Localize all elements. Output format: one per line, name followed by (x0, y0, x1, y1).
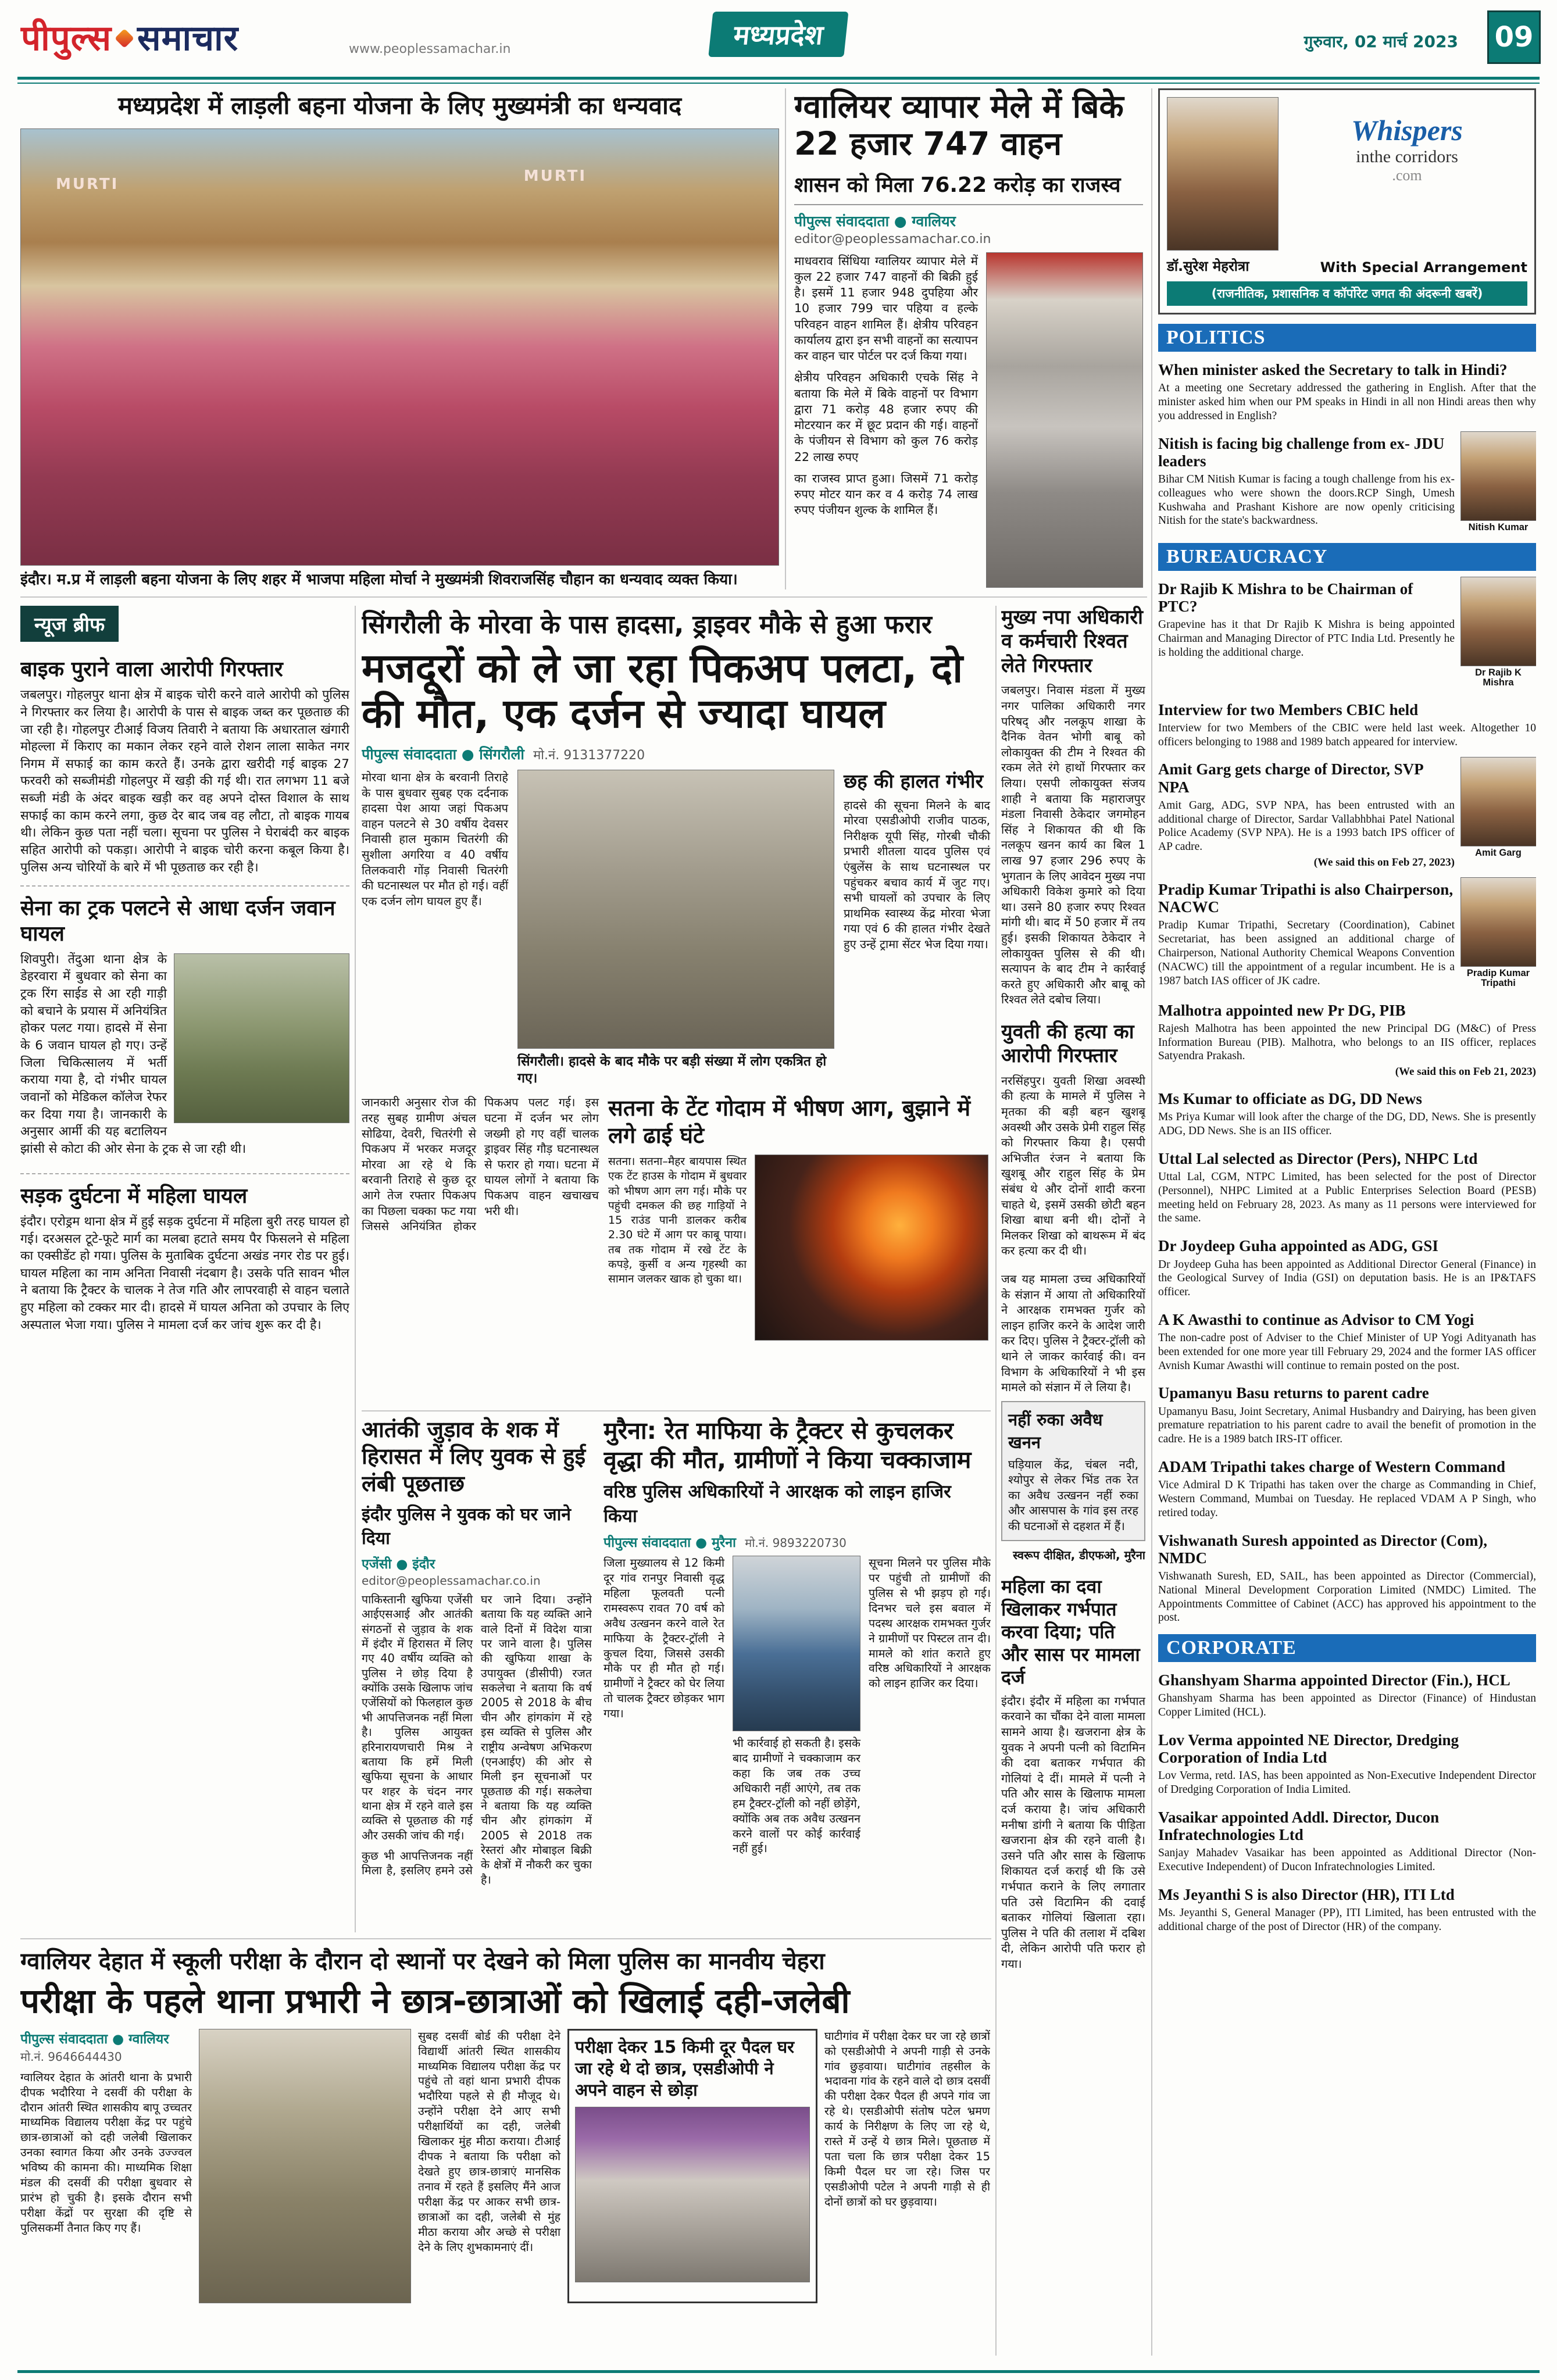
gwalior-body-3: का राजस्व प्राप्त हुआ। जिसमें 71 करोड़ रुपए मोटर यान कर व 4 करोड़ 74 लाख रुपए पंजीयन शुल्क के शामिल हैं। (794, 471, 978, 517)
logo-flame-icon (115, 28, 134, 48)
whispers-person-name: डॉ.सुरेश मेहरोत्रा (1167, 258, 1249, 274)
bureaucracy-item-body: Ms Priya Kumar will look after the charge of the DG, DD, News. She is presently ADG, DD News. She is an IIS officer. (1158, 1111, 1536, 1138)
politics-item-body: At a meeting one Secretary addressed the gathering in English. After that the minister asked him when our PM speaks in Hindi in all non Hindi areas then why you addressed in English? (1158, 382, 1536, 422)
army-truck-photo (174, 953, 349, 1123)
singrauli-photo-block (517, 770, 834, 1087)
edition-ribbon: मध्यप्रदेश (708, 12, 849, 57)
photo-caption: Pradip Kumar Tripathi (1466, 967, 1530, 989)
bureaucracy-item (1158, 756, 1536, 869)
morena-phone: मो.नं. 9893220730 (745, 1536, 847, 1550)
gwalior-headline: ग्वालियर व्यापार मेले में बिके 22 हजार 747 वाहन (794, 88, 1124, 162)
row-divider (20, 596, 1147, 598)
municipal-body: जबलपुर। निवास मंडला में मुख्य नगर पालिका अधिकारी नगर परिषद् और नलकूप शाखा के दैनिक वेतन भोगी बाबू को लोकायुक्त की टीम ने रिश्वत की रकम लेते रंगे हाथों गिरफ्तार कर लिया। एसपी लोकायुक्त संजय शाही ने बताया कि महाराजपुर मंडला निवासी ठेकेदार जगमोहन सिंह ने शिकायत की थी कि नलकूप खनन कार्य का बिल 1 लाख 97 हजार 296 रुपए के भुगतान के लिए आवेदन मुख्य नपा अधिकारी विकेश कुमारे को दिया था। उसने 80 हजार रुपए रिश्वत मांगी थी। बाद में 50 हजार में तय हुई। इसकी शिकायत ठेकेदार ने लोकायुक्त पुलिस से की थी। सत्यापन के बाद टीम ने कार्रवाई करते हुए अधिकारी और बाबू को रिश्वत लेते दबोच लिया। (1001, 683, 1145, 1007)
bureaucracy-item (1158, 997, 1536, 1079)
bureaucracy-item (1158, 1085, 1536, 1138)
ladli-bahna-photo (20, 128, 779, 566)
whispers-box (1158, 88, 1536, 315)
bureaucracy-item-title: Pradip Kumar Tripathi is also Chairperson, NACWC (1158, 880, 1454, 916)
bureaucracy-item-body: Vice Admiral D K Tripathi has taken over the charge as Commanding in Chief, Western Command, Mumbai on Tuesday. He replaced VDAM A P Singh, who retired today. (1158, 1479, 1536, 1519)
singrauli-crowd-photo (517, 770, 834, 1049)
satna-body: सतना। सतना–मैहर बायपास स्थित एक टेंट हाउस के गोदाम में बुधवार को भीषण आग लग गई। मौके पर पहुंची दमकल की छह गाड़ियों ने 15 राउंड पानी डालकर करीब 2.30 घंटे में आग पर काबू पाया। तब तक गोदाम में रखे टेंट के कपड़े, कुर्सी व अन्य गृहस्थी का सामान जलकर खाक हो चुका था। (608, 1155, 747, 1286)
bureaucracy-item (1158, 696, 1536, 749)
article-municipal-bribe (1001, 606, 1145, 1007)
singrauli-strap: सिंगरौली के मोरवा के पास हादसा, ड्राइवर मौके से हुआ फरार (362, 610, 932, 639)
illegal-mining-box-title: नहीं रुका अवैध खनन (1008, 1409, 1103, 1452)
whispers-brand (1287, 97, 1527, 251)
section-header-bureaucracy: BUREAUCRACY (1158, 543, 1536, 571)
politics-item-title: Nitish is facing big challenge from ex- JDU leaders (1158, 434, 1445, 470)
whispers-brand-line1: Whispers (1351, 114, 1463, 146)
morena-body-3: भी कार्रवाई हो सकती है। इसके बाद ग्रामीणों ने चक्काजाम कर कहा कि जब तक उच्च अधिकारी नहीं आएंगे, तब तक हम ट्रैक्टर-ट्रॉली को नहीं छोड़ेंगे, क्योंकि अब तक अवैध उत्खनन करने वालों पर कोई कार्रवाई नहीं हुई। (733, 1736, 860, 1856)
article-abortion-case (1001, 1575, 1145, 1972)
bureaucracy-item-title: A K Awasthi to continue as Advisor to CM Yogi (1158, 1310, 1474, 1328)
satna-headline: सतना के टेंट गोदाम में भीषण आग, बुझाने में लगे ढाई घंटे (608, 1095, 971, 1148)
article-singrauli-accident (362, 606, 991, 1407)
footer-rule (17, 2370, 1540, 2373)
rajib-mishra-photo (1460, 577, 1536, 666)
logo-word2: समाचार (137, 18, 239, 59)
satna-fire-photo (755, 1155, 988, 1341)
right-rail (1158, 88, 1536, 2363)
morena-spillover (1001, 1271, 1145, 1563)
politics-item (1158, 430, 1536, 534)
photo-caption: Amit Garg (1475, 848, 1522, 859)
politics-item (1158, 356, 1536, 423)
bureaucracy-item-title: Amit Garg gets charge of Director, SVP NPA (1158, 760, 1423, 796)
bureaucracy-item-title: Ms Kumar to officiate as DG, DD News (1158, 1090, 1422, 1108)
politics-item-body: Bihar CM Nitish Kumar is facing a tough challenge from his ex- colleagues who were shown the doors.RCP Singh, Umesh Kushwaha and Prashant Kishore are now openly criticising Nitish for the state's backwardness. (1158, 473, 1455, 527)
corporate-item (1158, 1804, 1536, 1874)
bureaucracy-item-body: Dr Joydeep Guha has been appointed as Additional Director General (Finance) in the Geological Survey of India (GSI) on deputation basis. He is an IP&TAFS officer. (1158, 1258, 1536, 1299)
divider (20, 885, 349, 887)
whispers-brand-line3: .com (1392, 167, 1422, 184)
amit-garg-photo-block (1460, 757, 1536, 858)
suresh-mehrotra-photo (1167, 97, 1279, 251)
column-divider (995, 606, 997, 2356)
terror-byline: एजेंसी ● इंदौर (362, 1557, 435, 1573)
whispers-brand-line2: inthe corridors (1356, 147, 1458, 166)
corporate-item-title: Lov Verma appointed NE Director, Dredging Corporation of India Ltd (1158, 1731, 1459, 1767)
brief-item-body: जबलपुर। गोहलपुर थाना क्षेत्र में बाइक चोरी करने वाले आरोपी को पुलिस ने गिरफ्तार कर लिया है। आरोपी के पास से बाइक जब्त कर पूछताछ की जा रही है। गोहलपुर टीआई विजय तिवारी ने बताया कि अधारताल खंगारी मोहल्ला में किराए का मकान लेकर रहने वाले रोशन लाला साकेत नगर निगम में सफाई का काम करते हैं। उनके द्वारा खरीदी गई बाइक 27 फरवरी को सब्जीमंडी गोहलपुर में खड़ी की गई थी। रात लगभग 11 बजे सब्जी मंडी के अंदर बाइक खड़ी कर वह अपने दोस्त विशाल के साथ सफाई का काम करने लगा, कुछ देर बाद जब वह लौटा, तो बाइक गायब थी। लेकिन कुछ पता नहीं चला। सूचना पर पुलिस ने घेराबंदी कर बाइक सहित आरोपी को पकड़ा। आरोपी ने बाइक चोरी करना कबूल किया है। पुलिस अन्य चोरियों के बारे में भी पूछताछ कर रही है। (20, 688, 349, 875)
column-divider (785, 88, 786, 589)
corporate-item-title: Vasaikar appointed Addl. Director, Ducon Infratechnologies Ltd (1158, 1809, 1440, 1844)
exam-byline: पीपुल्स संवाददाता ● ग्वालियर (20, 2031, 169, 2047)
corporate-item-title: Ghanshyam Sharma appointed Director (Fin.), HCL (1158, 1671, 1510, 1689)
bureaucracy-item (1158, 1232, 1536, 1299)
corporate-item-body: Ms. Jeyanthi S, General Manager (PP), ITI Limited, has been entrusted with the additional charge of the post of Director (HR) of the company. (1158, 1907, 1536, 1934)
corporate-item (1158, 1881, 1536, 1934)
bureaucracy-item-title: Uttal Lal selected as Director (Pers), NHPC Ltd (1158, 1149, 1478, 1167)
article-morena (603, 1416, 991, 1932)
fair-vehicles-photo (986, 252, 1143, 588)
municipal-headline: मुख्य नपा अधिकारी व कर्मचारी रिश्वत लेते गिरफ्तार (1001, 606, 1143, 677)
news-brief-column (20, 606, 349, 1934)
masthead-logo (21, 13, 238, 60)
gwalior-body-2: क्षेत्रीय परिवहन अधिकारी एचके सिंह ने बताया कि मेले में बिके वाहनों पर विभाग द्वारा 71 करोड़ 48 हजार रुपए की मोटरयान कर में छूट प्रदान की गई। वाहनों के पंजीयन से विभाग को कुल 76 करोड़ 22 लाख रुपए (794, 370, 978, 464)
nitish-kumar-photo-block (1460, 431, 1536, 533)
singrauli-headline: मजदूरों को ले जा रहा पिकअप पलटा, दो की मौत, एक दर्जन से ज्यादा घायल (362, 645, 963, 737)
section-header-corporate: CORPORATE (1158, 1634, 1536, 1662)
singrauli-phone: मो.नं. 9131377220 (533, 748, 645, 763)
exam-strap: ग्वालियर देहात में स्कूली परीक्षा के दौरान दो स्थानों पर देखने को मिला पुलिस का मानवीय चेहरा (20, 1948, 825, 1975)
exam-body-2: सुबह दसवीं बोर्ड की परीक्षा देने विद्यार्थी आंतरी स्थित शासकीय माध्यमिक विद्यालय परीक्षा केंद्र पर पहुंचे तो वहां थाना प्रभारी दीपक भदौरिया पहले से ही मौजूद थे। उन्होंने परीक्षा देने आए सभी परीक्षार्थियों का दही, जलेबी खिलाकर मुंह मीठा कराया। टीआई दीपक ने बताया कि परीक्षा को देखते हुए छात्र-छात्राएं मानसिक तनाव में रहते हैं इसलिए मैंने आज परीक्षा केंद्र पर आकर सभी छात्र-छात्राओं का दही, जलेबी से मुंह मीठा कराया और अच्छे से परीक्षा देने के लिए शुभकामनाएं दीं। (418, 2029, 560, 2254)
divider (20, 1173, 349, 1174)
brief-item-title: बाइक पुराने वाला आरोपी गिरफ्तार (20, 657, 283, 681)
gwalior-subhead: शासन को मिला 76.22 करोड़ का राजस्व (794, 173, 1121, 197)
exam-headline: परीक्षा के पहले थाना प्रभारी ने छात्र-छात्राओं को खिलाई दही-जलेबी (20, 1981, 850, 2021)
bureaucracy-item-title: Dr Joydeep Guha appointed as ADG, GSI (1158, 1237, 1438, 1255)
bureaucracy-item (1158, 1145, 1536, 1225)
bureaucracy-item-body: Upamanyu Basu, Joint Secretary, Animal Husbandry and Dairying, has been given premature repatriation to his parent cadre to avail the benefit of promotion in the cadre. He is a 1989 batch IRS-IT officer. (1158, 1405, 1536, 1446)
morena-byline: पीपुल्स संवाददाता ● मुरैना (603, 1535, 736, 1551)
morena-photo-col (733, 1556, 860, 1862)
bureaucracy-item (1158, 1306, 1536, 1373)
news-brief-label: न्यूज ब्रीफ (20, 606, 119, 642)
whispers-arrangement: With Special Arrangement (1320, 259, 1527, 276)
singrauli-byline: पीपुल्स संवाददाता ● सिंगरौली (362, 745, 524, 763)
article-yuvati-murder (1001, 1020, 1145, 1259)
corporate-item-body: Ghanshyam Sharma has been appointed as Director (Finance) of Hindustan Copper Limited (HCL). (1158, 1692, 1536, 1719)
brief-item-title: सड़क दुर्घटना में महिला घायल (20, 1184, 248, 1208)
masthead-rule (17, 77, 1540, 84)
section-header-politics: POLITICS (1158, 324, 1536, 352)
photo-watermark: MURTI (523, 167, 587, 185)
bureaucracy-item-body: Vishwanath Suresh, ED, SAIL, has been appointed as Director (Commercial), National Mineral Development Corporation Limited (NMDC) Limited. The Appointments Committee of Cabinet (ACC) has approved his appointment to the post. (1158, 1570, 1536, 1624)
singrauli-body-left2: जानकारी अनुसार रोज की तरह सुबह ग्रामीण अंचल सोढिया, देवरी, चितरंगी से पिकअप में भरकर मजदूर मोरवा आ रहे थे कि बरवानी तिराहे से कुछ दूर आगे तेज रफ्तार पिकअप का पिछला चक्का फट गया जिससे अनियंत्रित होकर पिकअप पलट गई। इस घटना में दर्जन भर लोग जख्मी हो गए वहीं चालक ड्राइवर सिंह गौड़ घटनास्थल से फरार हो गया। घटना में घायल लोगों ने बताया कि पिकअप वाहन खचाखच भरी थी। (362, 1095, 599, 1234)
bureaucracy-item-body: Interview for two Members of the CBIC were held last week. Altogether 10 officers belonging to 1988 and 1989 batch appeared for interview. (1158, 721, 1536, 748)
terror-headline: आतंकी जुड़ाव के शक में हिरासत में लिए युवक से हुई लंबी पूछताछ (362, 1417, 586, 1496)
bureaucracy-item (1158, 1527, 1536, 1625)
ladli-headline: मध्यप्रदेश में लाड़ली बहना योजना के लिए मुख्यमंत्री का धन्यवाद (117, 91, 682, 120)
morena-signature: स्वरूप दीक्षित, डीएफओ, मुरैना (1013, 1548, 1145, 1562)
terror-body-2: कुछ भी आपत्तिजनक नहीं मिला है, इसलिए हमने उसे घर जाने दिया। उन्होंने बताया कि यह व्यक्ति आने वाले दिनों में विदेश यात्रा पर जाने वाला है। पुलिस की खुफिया शाखा के उपायुक्त (डीसीपी) रजत सकलेचा ने बताया कि वर्ष 2005 से 2018 के बीच चीन और हांगकांग में रहे इस व्यक्ति से पुलिस और राष्ट्रीय अन्वेषण अभिकरण (एनआईए) की ओर से मिली इन सूचनाओं पर पूछताछ की गई। सकलेचा ने बताया कि यह व्यक्ति चीन और हांगकांग में 2005 से 2018 तक रेस्तरां और मोबाइल बिक्री के क्षेत्रों में नौकरी कर चुका है। (362, 1593, 592, 1886)
exam-col-a (20, 2029, 192, 2303)
brief-item-title: सेना का ट्रक पलटने से आधा दर्जन जवान घायल (20, 896, 335, 946)
morena-spill-body: जब यह मामला उच्च अधिकारियों के संज्ञान में आया तो अधिकारियों ने आरक्षक रामभक्त गुर्जर को लाइन हाजिर करने के आदेश जारी कर दिए। पुलिस ने ट्रैक्टर-ट्रॉली को थाने ले जाकर कार्रवाई की। वन विभाग के अधिकारियों ने भी इस मामले को संज्ञान में ले लिया है। (1001, 1271, 1145, 1395)
morena-body-2: सूचना मिलने पर पुलिस मौके पर पहुंची तो ग्रामीणों की पुलिस से भी झड़प हो गई। दिनभर चले इस बवाल में पदस्थ आरक्षक रामभक्त गुर्जर ने ग्रामीणों पर पिस्टल तान दी। मामले को शांत कराते हुए वरिष्ठ अधिकारियों ने आरक्षक को लाइन हाजिर कर दिया। (869, 1556, 991, 1691)
article-exam-humanity (20, 1944, 990, 2354)
sdop-vehicle-photo (575, 2107, 810, 2282)
corporate-item (1158, 1727, 1536, 1797)
exam-body-3: घाटीगांव में परीक्षा देकर घर जा रहे छात्रों को एसडीओपी ने अपनी गाड़ी से उनके गांव छुड़वाया। घाटीगांव तहसील के भदावना गांव के रहने वाले दो छात्र दसवीं की परीक्षा देकर पैदल ही अपने गांव जा रहे थे। एसडीओपी संतोष पटेल भ्रमण कार्य के निरीक्षण के लिए जा रहे थे, रास्ते में उन्हें ये छात्र मिले। पूछताछ में पता चला कि छात्र परीक्षा देकर 15 किमी पैदल घर जा रहे। जिस पर एसडीओपी पटेल ने अपनी गाड़ी से ही दोनों छात्रों को घर छुड़वाया। (824, 2029, 990, 2209)
row-divider (20, 1938, 991, 1939)
terror-body-1: पाकिस्तानी खुफिया एजेंसी आईएसआई और आतंकी संगठनों से जुड़ाव के शक में इंदौर में हिरासत में लिए गए 40 वर्षीय व्यक्ति को पुलिस ने छोड़ दिया है क्योंकि उसके खिलाफ जांच एजेंसियों को फिलहाल कुछ भी आपत्तिजनक नहीं मिला है। पुलिस आयुक्त हरिनारायणचारी मिश्र ने बताया कि हमें मिली खुफिया सूचना के आधार पर शहर के चंदन नगर थाना क्षेत्र में रहने वाले इस व्यक्ति से पूछताछ की गई और उसकी जांच की गई। (362, 1593, 473, 1842)
terror-body-columns (362, 1592, 592, 1887)
bureaucracy-item-title: Malhotra appointed new Pr DG, PIB (1158, 1001, 1406, 1019)
morena-headline: मुरैना: रेत माफिया के ट्रैक्टर से कुचलकर वृद्धा की मौत, ग्रामीणों ने किया चक्काजाम (603, 1417, 972, 1474)
whispers-tagline: (राजनीतिक, प्रशासनिक व कॉर्पोरेट जगत की अंदरूनी खबरें) (1167, 281, 1527, 306)
editor-note: (We said this on Feb 27, 2023) (1313, 856, 1455, 869)
bureaucracy-item (1158, 1453, 1536, 1520)
morena-subhead: वरिष्ठ पुलिस अधिकारियों ने आरक्षक को लाइन हाजिर किया (603, 1481, 951, 1527)
illegal-mining-box (1001, 1401, 1145, 1541)
jalebi-feeding-photo (199, 2029, 411, 2303)
singrauli-continuation (362, 1095, 599, 1341)
yuvati-headline: युवती की हत्या का आरोपी गिरफ्तार (1001, 1020, 1134, 1068)
article-ladli-bahna (20, 88, 779, 597)
illegal-mining-box-body: घड़ियाल केंद्र, चंबल नदी, श्योपुर से लेकर भिंड तक रेत का अवैध उत्खनन नहीं रुका और आसपास के गांव इस तरह की घटनाओं से दहशत में हैं। (1008, 1457, 1138, 1534)
rajib-mishra-photo-block (1460, 577, 1536, 688)
brief-item-body: शिवपुरी। तेंदुआ थाना क्षेत्र के डेहरवारा में बुधवार को सेना का ट्रक रिंग साईड से आ रही गाड़ी को बचाने के प्रयास में अनियंत्रित होकर पलट गया। हादसे में सेना के 6 जवान घायल हो गए। उन्हें जिला चिकित्सालय में भर्ती कराया गया है, दो गंभीर घायल जवानों को मेडिकल कॉलेज रेफर कर दिया गया है। जानकारी के अनुसार आर्मी की यह बटालियन झांसी से कोटा की ओर सेना के ट्रक से जा रही थी। (20, 952, 247, 1156)
politics-item-title: When minister asked the Secretary to talk in Hindi? (1158, 361, 1508, 378)
gwalior-email: editor@peoplessamachar.co.in (794, 231, 991, 246)
bureaucracy-item-title: Interview for two Members CBIC held (1158, 701, 1419, 719)
singrauli-col-left (362, 770, 508, 1087)
bureaucracy-item-body: Rajesh Malhotra has been appointed the new Principal DG (M&C) of Press Information Bureau (PIB). Malhotra, who belongs to an IIS officer, replaces Satyendra Prakash. (1158, 1022, 1536, 1063)
tractor-photo (733, 1556, 860, 1731)
photo-caption: Dr Rajib K Mishra (1475, 667, 1522, 688)
bureaucracy-item-body: Grapevine has it that Dr Rajib K Mishra is being appointed Chairman and Managing Director of PTC India Ltd. Presently he is holding the additional charge. (1158, 619, 1455, 659)
bureaucracy-item-title: Upamanyu Basu returns to parent cadre (1158, 1384, 1429, 1402)
bureaucracy-item-body: The non-cadre post of Adviser to the Chief Minister of UP Yogi Adityanath has been extended for one more year till February 29, 2024 and the former IAS officer Avnish Kumar Awasthi will continue to remain posted on the post. (1158, 1332, 1536, 1372)
singrauli-col-right (844, 770, 990, 1087)
photo-watermark: MURTI (56, 176, 119, 193)
masthead-website: www.peoplessamachar.in (349, 42, 511, 56)
nitish-kumar-photo (1460, 431, 1536, 521)
ladli-photo-caption: इंदौर। म.प्र में लाड़ली बहना योजना के लिए शहर में भाजपा महिला मोर्चा ने मुख्यमंत्री शिवराजसिंह चौहान का धन्यवाद व्यक्त किया। (20, 571, 738, 588)
article-terror-suspect (362, 1416, 592, 1932)
bureaucracy-item (1158, 576, 1536, 689)
bureaucracy-item-body: Uttal Lal, CGM, NTPC Limited, has been selected for the post of Director (Personnel), NHPC Limited at a Public Enterprises Selection Board (PESB) meeting held on February 28, 2023. As many as 11 persons were interviewed for the same. (1158, 1171, 1536, 1225)
bureaucracy-item-title: ADAM Tripathi takes charge of Western Command (1158, 1458, 1505, 1475)
exam-col-c (824, 2029, 990, 2303)
brief-item-body: इंदौर। एरोड्रम थाना क्षेत्र में हुई सड़क दुर्घटना में महिला बुरी तरह घायल हो गई। दरअसल टूटे-फूटे मार्ग का मलबा हटाते समय पैर फिसलने से महिला का एक्सीडेंट हो गया। पुलिस के मुताबिक दुर्घटना अखंड नगर रोड पर हुई। घायल महिला का नाम अनिता निवासी नंदबाग है। उसके पति सावन भील ने बताया कि ट्रैक्टर के चालक ने तेज गति और लापरवाही से वाहन चलाते हुए महिला को टक्कर मार दी। हादसे में घायल अनिता को उपचार के लिए अस्पताल भेजा गया। पुलिस ने मामला दर्ज कर जांच शुरू कर दी है। (20, 1214, 349, 1332)
corporate-item-body: Sanjay Mahadev Vasaikar has been appointed as Additional Director (Non-Executive Independent) of Ducon Infratechnologies Limited. (1158, 1847, 1536, 1874)
sdop-box (567, 2029, 817, 2303)
sdop-box-title: परीक्षा देकर 15 किमी दूर पैदल घर जा रहे थे दो छात्र, एसडीओपी ने अपने वाहन से छोड़ा (575, 2036, 795, 2100)
exam-col-b (418, 2029, 560, 2303)
row-divider (362, 1410, 991, 1411)
singrauli-subhead: छह की हालत गंभीर (844, 769, 984, 792)
bureaucracy-item (1158, 876, 1536, 990)
terror-email: editor@peoplessamachar.co.in (362, 1574, 541, 1588)
singrauli-sub-body: हादसे की सूचना मिलने के बाद मोरवा एसडीओपी राजीव पाठक, निरीक्षक यूपी सिंह, गोरबी चौकी प्रभारी शीतला यादव पुलिस एवं एंबुलेंस के साथ घटनास्थल पर पहुंचकर बचाव कार्य में जुट गए। सभी घायलों को उपचार के लिए प्राथमिक स्वास्थ्य केंद्र मोरवा भेजा गया एवं 6 की हालत गंभीर देखते हुए उन्हें ट्रामा सेंटर भेज दिया गया। (844, 798, 990, 951)
morena-body-1: जिला मुख्यालय से 12 किमी दूर गांव रानपुर निवासी वृद्ध महिला फूलवती पत्नी रामस्वरूप रावत 70 वर्ष को अवैध उत्खनन करने वाले रेत माफिया के ट्रैक्टर-ट्रॉली ने कुचल दिया, जिससे उसकी मौके पर ही मौत हो गई। ग्रामीणों ने ट्रैक्टर को घेर लिया तो चालक ट्रैक्टर छोड़कर भाग गया। (603, 1556, 724, 1721)
gwalior-byline: पीपुल्स संवाददाता ● ग्वालियर (794, 212, 956, 230)
singrauli-photo-caption: सिंगरौली। हादसे के बाद मौके पर बड़ी संख्या में लोग एकत्रित हो गए। (517, 1053, 827, 1086)
mid-right-column (1001, 606, 1145, 2357)
terror-subhead: इंदौर पुलिस ने युवक को घर जाने दिया (362, 1505, 572, 1549)
article-satna-fire (608, 1095, 990, 1341)
corporate-item-title: Ms Jeyanthi S is also Director (HR), ITI Ltd (1158, 1886, 1455, 1904)
divider (794, 204, 1143, 205)
abortion-headline: महिला का दवा खिलाकर गर्भपात करवा दिया; पति और सास पर मामला दर्ज (1001, 1575, 1140, 1688)
exam-body-1: ग्वालियर देहात के आंतरी थाना के प्रभारी दीपक भदौरिया ने दसवीं की परीक्षा के दौरान आंतरी स्थित शासकीय बापू उच्चतर माध्यमिक विद्यालय परीक्षा केंद्र पर पहुंचे छात्र-छात्राओं को दही जलेबी खिलाकर उनका स्वागत किया और उनके उज्ज्वल भविष्य की कामना की। माध्यमिक शिक्षा मंडल की दसवीं की परीक्षा बुधवार से प्रारंभ हो चुकी है। इसके दौरान सभी परीक्षा केंद्रों पर सुरक्षा की दृष्टि से पुलिसकर्मी तैनात किए गए हैं। (20, 2070, 192, 2235)
logo-word1: पीपुल्स (21, 18, 112, 59)
bureaucracy-item-title: Vishwanath Suresh appointed as Director (Com), NMDC (1158, 1531, 1488, 1567)
page-number: 09 (1487, 10, 1541, 64)
amit-garg-photo (1460, 757, 1536, 846)
abortion-body: इंदौर। इंदौर में महिला का गर्भपात करवाने का चौंका देने वाला मामला सामने आया है। खजराना क्षेत्र के युवक ने अपनी पत्नी को विटामिन की दवा बताकर गर्भपात की गोलियां दे दीं। मामले में पत्नी ने पति और सास के खिलाफ मामला दर्ज कराया है। जांच अधिकारी मनीषा डांगी ने बताया कि पीड़िता खजराना क्षेत्र की रहने वाली है। उसने पति और सास के खिलाफ शिकायत दर्ज कराई थी कि उसे गर्भपात कराने के लिए लगातार पति उसे विटामिन की दवाई बताकर गोलियां खिलाता रहा। पुलिस ने पति की तलाश में दबिश दी, लेकिन आरोपी पति फरार हो गया। (1001, 1693, 1145, 1971)
column-divider (355, 606, 356, 1932)
gwalior-body-1: माधवराव सिंधिया ग्वालियर व्यापार मेले में कुल 22 हजार 747 वाहनों की बिक्री हुई है। इसमें 11 हजार 948 दुपहिया और 10 हजार 799 चार पहिया व हल्के परिवहन वाहन शामिल हैं। क्षेत्रीय परिवहन कार्यालय द्वारा इन सभी वाहनों का सत्यापन कर वाहन चार पोर्टल पर दर्ज किया गया। (794, 253, 978, 363)
corporate-item (1158, 1667, 1536, 1720)
bureaucracy-item-body: Pradip Kumar Tripathi, Secretary (Coordination), Cabinet Secretariat, has been assigned an additional charge of Chairperson, National Authority Chemical Weapons Convention (NACWC) till the appointment of a regular incumbent. He is a 1987 batch IAS officer of JK cadre. (1158, 919, 1455, 987)
bureaucracy-item-title: Dr Rajib K Mishra to be Chairman of PTC? (1158, 580, 1413, 616)
editor-note: (We said this on Feb 21, 2023) (1395, 1066, 1536, 1078)
masthead-date: गुरुवार, 02 मार्च 2023 (1304, 32, 1458, 51)
singrauli-body-left: मोरवा थाना क्षेत्र के बरवानी तिराहे के पास बुधवार सुबह एक दर्दनाक हादसा पेश आया जहां पिकअप वाहन पलटने से 30 वर्षीय देवसर निवासी हाल मुकाम चितरंगी की सुशीला अगरिया व 40 वर्षीय तिलकवारी गोंड़ निवासी चितरंगी की घटनास्थल पर मौत हो गई। वहीं एक दर्जन लोग घायल हुए हैं। (362, 770, 508, 908)
pradip-tripathi-photo-block (1460, 877, 1536, 989)
photo-caption: Nitish Kumar (1468, 521, 1529, 533)
column-divider (1151, 88, 1152, 2356)
corporate-item-body: Lov Verma, retd. IAS, has been appointed as Non-Executive Independent Director of Dredging Corporation of India Limited. (1158, 1770, 1536, 1796)
yuvati-body: नरसिंहपुर। युवती शिखा अवस्थी की हत्या के मामले में पुलिस ने मृतका की बड़ी बहन खुशबू अवस्थी और उसके प्रेमी राहुल सिंह को गिरफ्तार किया है। एसपी अभिजीत रंजन ने बताया कि खुशबू और राहुल सिंह के प्रेम संबंध थे और दोनों शादी करना चाहते थे, इसमें उसकी छोटी बहन शिखा बाधा बनी थी। दोनों ने मिलकर शिखा को बाथरूम में बंद कर हत्या कर दी थी। (1001, 1073, 1145, 1258)
bureaucracy-item-body: Amit Garg, ADG, SVP NPA, has been entrusted with an additional charge of Director, Sardar Vallabhbhai Patel National Police Academy (SVP NPA). He is a 1993 batch IPS officer of AP cadre. (1158, 799, 1455, 853)
exam-phone: मो.नं. 9646644430 (20, 2049, 122, 2064)
bureaucracy-item (1158, 1380, 1536, 1446)
pradip-tripathi-photo (1460, 877, 1536, 967)
article-gwalior-fair (794, 88, 1143, 597)
